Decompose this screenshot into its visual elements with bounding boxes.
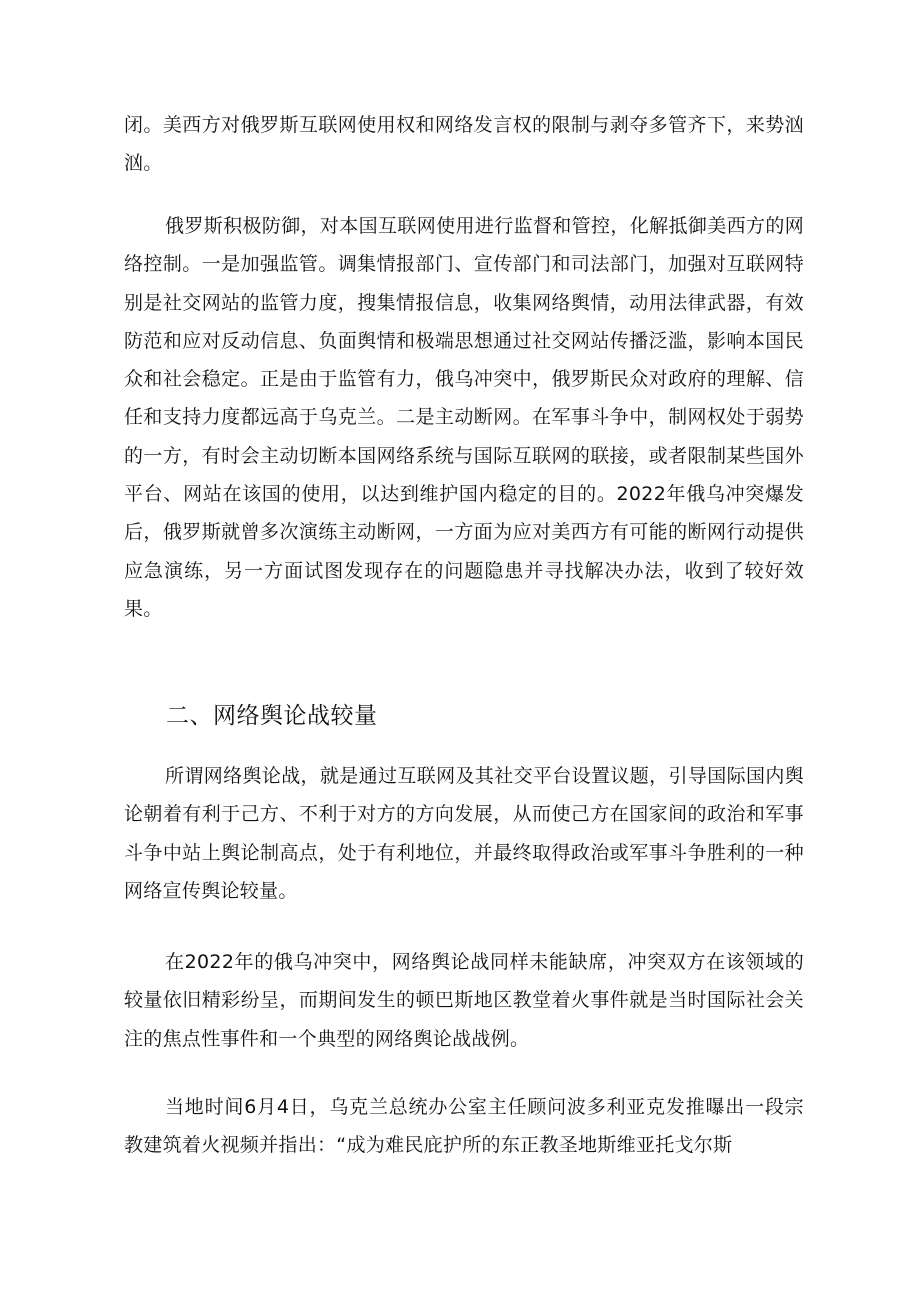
- paragraph-russia-defense: 俄罗斯积极防御，对本国互联网使用进行监督和管控，化解抵御美西方的网络控制。一是加强监管。调集情报部门、宣传部门和司法部门，加强对互联网特别是社交网站的监管力度，搜集情报信息，收集网络舆情，动用法律武器，有效防范和应对反动信息、负面舆情和极端思想通过社交网站传播泛滥，影响本国民众和社会稳定。正是由于监管有力，俄乌冲突中，俄罗斯民众对政府的理解、信任和支持力度都远高于乌克兰。二是主动断网。在军事斗争中，制网权处于弱势的一方，有时会主动切断本国网络系统与国际互联网的联接，或者限制某些国外平台、网站在该国的使用，以达到维护国内稳定的目的。2022年俄乌冲突爆发后，俄罗斯就曾多次演练主动断网，一方面为应对美西方有可能的断网行动提供应急演练，另一方面试图发现存在的问题隐患并寻找解决办法，收到了较好效果。: [124, 215, 804, 620]
- paragraph-definition: 所谓网络舆论战，就是通过互联网及其社交平台设置议题，引导国际国内舆论朝着有利于己方、不利于对方的方向发展，从而使己方在国家间的政治和军事斗争中站上舆论制高点，处于有利地位，并最终取得政治或军事斗争胜利的一种网络宣传舆论较量。: [124, 765, 804, 902]
- paragraph-continuation: 闭。美西方对俄罗斯互联网使用权和网络发言权的限制与剥夺多管齐下，来势汹汹。: [124, 114, 804, 175]
- section-heading: 二、网络舆论战较量: [166, 703, 378, 729]
- paragraph-conflict: 在2022年的俄乌冲突中，网络舆论战同样未能缺席，冲突双方在该领域的较量依旧精彩纷呈，而期间发生的顿巴斯地区教堂着火事件就是当时国际社会关注的焦点性事件和一个典型的网络舆论战战例。: [124, 951, 804, 1050]
- paragraph-june-event: 当地时间6月4日，乌克兰总统办公室主任顾问波多利亚克发推曝出一段宗教建筑着火视频并指出：“成为难民庇护所的东正教圣地斯维亚托戈尔斯: [124, 1096, 804, 1157]
